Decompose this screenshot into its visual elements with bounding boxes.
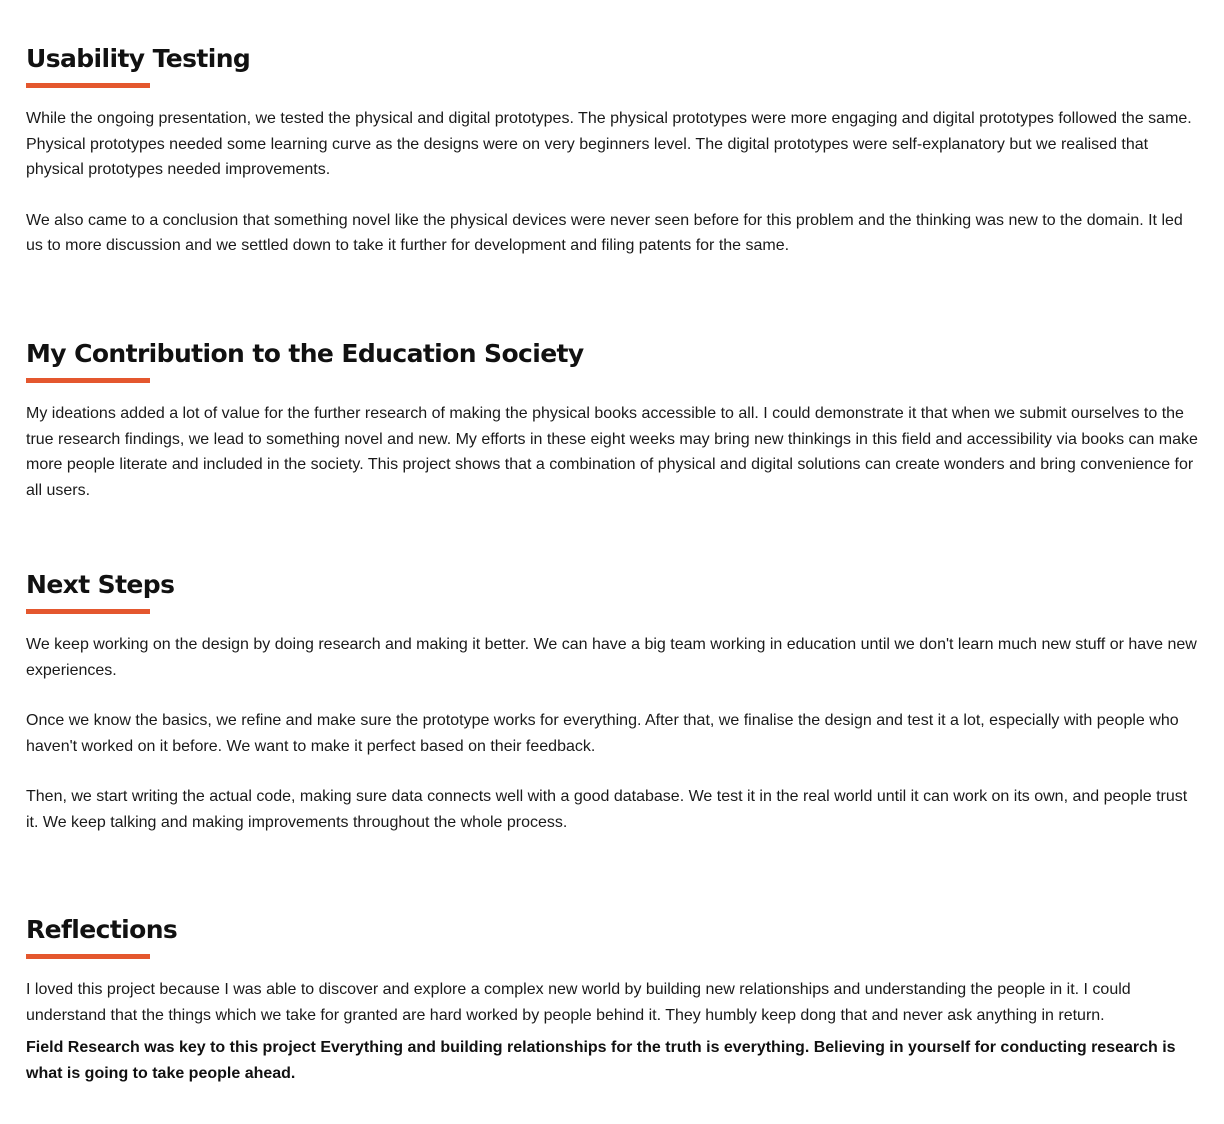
section-title: Next Steps <box>26 570 175 599</box>
title-underline <box>26 954 150 959</box>
emphasis-paragraph: Field Research was key to this project Everything and building relationships for the truth is everything. Believing in yourself for conducting research is what is going to take people ahead. <box>26 1039 1176 1082</box>
section-paragraph: Then, we start writing the actual code, making sure data connects well with a good database. We test it in the real world until it can work on its own, and people trust it. We keep talking and making improvements throughout the whole process. <box>26 788 1188 831</box>
section-my-contribution <box>26 339 1202 503</box>
section-title: Reflections <box>26 915 178 944</box>
section-reflections <box>26 915 1202 1086</box>
section-paragraph: I loved this project because I was able to discover and explore a complex new world by building new relationships and understanding the people in it. I could understand that the things which we take for granted are hard worked by people behind it. They humbly keep dong that and never ask anything in return. <box>26 981 1131 1024</box>
section-next-steps <box>26 570 1202 835</box>
title-underline <box>26 83 150 88</box>
section-paragraph: We keep working on the design by doing research and making it better. We can have a big team working in education until we don't learn much new stuff or have new experiences. <box>26 636 1197 679</box>
section-title: My Contribution to the Education Society <box>26 339 584 368</box>
section-paragraph: We also came to a conclusion that something novel like the physical devices were never seen before for this problem and the thinking was new to the domain. It led us to more discussion and we settled down to take it further for development and filing patents for the same. <box>26 211 1183 254</box>
title-underline <box>26 378 150 383</box>
section-paragraph: While the ongoing presentation, we tested the physical and digital prototypes. The physical prototypes were more engaging and digital prototypes followed the same. Physical prototypes needed some learning curve as the designs were on very beginners level. The digital prototypes were self-explanatory but we realised that physical prototypes needed improvements. <box>26 110 1192 178</box>
section-paragraph: My ideations added a lot of value for the further research of making the physical books accessible to all. I could demonstrate it that when we submit ourselves to the true research findings, we lead to something novel and new. My efforts in these eight weeks may bring new thinkings in this field and accessibility via books can make more people literate and included in the society. This project shows that a combination of physical and digital solutions can create wonders and bring convenience for all users. <box>26 405 1198 499</box>
section-paragraph: Once we know the basics, we refine and make sure the prototype works for everything. After that, we finalise the design and test it a lot, especially with people who haven't worked on it before. We want to make it perfect based on their feedback. <box>26 712 1179 755</box>
section-usability-testing <box>26 44 1202 259</box>
title-underline <box>26 609 150 614</box>
section-title: Usability Testing <box>26 44 251 73</box>
